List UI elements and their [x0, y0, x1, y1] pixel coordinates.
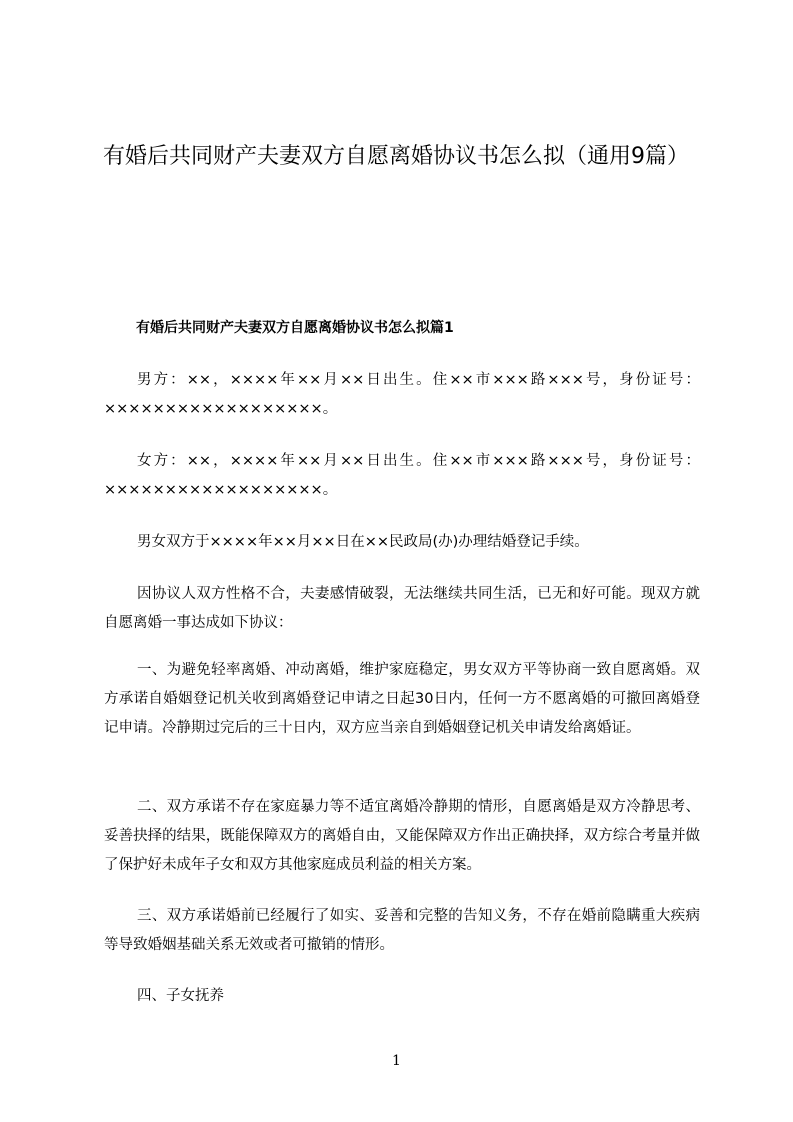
paragraph-clause-3: 三、双方承诺婚前已经履行了如实、妥善和完整的告知义务，不存在婚前隐瞒重大疾病等导致婚姻基础关系无效或者可撤销的情形。: [104, 908, 700, 953]
paragraph-female-party: 女方：××，××××年××月××日出生。住××市×××路×××号，身份证号：××××××××××××××××××。: [104, 453, 700, 498]
paragraph-male-party: 男方：××，××××年××月××日出生。住××市×××路×××号，身份证号：××××××××××××××××××。: [104, 372, 700, 417]
paragraph-clause-4-heading: 四、子女抚养: [137, 988, 224, 1004]
paragraph-marriage-registration: 男女双方于××××年××月××日在××民政局(办)办理结婚登记手续。: [137, 534, 589, 550]
page-number: 1: [392, 1053, 401, 1069]
paragraph-clause-1: 一、为避免轻率离婚、冲动离婚，维护家庭稳定，男女双方平等协商一致自愿离婚。双方承诺自婚姻登记机关收到离婚登记申请之日起30日内，任何一方不愿离婚的可撤回离婚登记申请。冷静期过完后的三十日内，双方应当亲自到婚姻登记机关申请发给离婚证。: [104, 662, 700, 736]
paragraph-clause-2: 二、双方承诺不存在家庭暴力等不适宜离婚冷静期的情形，自愿离婚是双方冷静思考、妥善抉择的结果，既能保障双方的离婚自由，又能保障双方作出正确抉择，双方综合考量并做了保护好未成年子女和双方其他家庭成员利益的相关方案。: [104, 799, 700, 873]
section-heading: 有婚后共同财产夫妻双方自愿离婚协议书怎么拟篇1: [136, 320, 454, 336]
paragraph-divorce-reason: 因协议人双方性格不合，夫妻感情破裂，无法继续共同生活，已无和好可能。现双方就自愿离婚一事达成如下协议：: [104, 586, 700, 631]
document-title: 有婚后共同财产夫妻双方自愿离婚协议书怎么拟（通用9篇）: [103, 144, 689, 169]
